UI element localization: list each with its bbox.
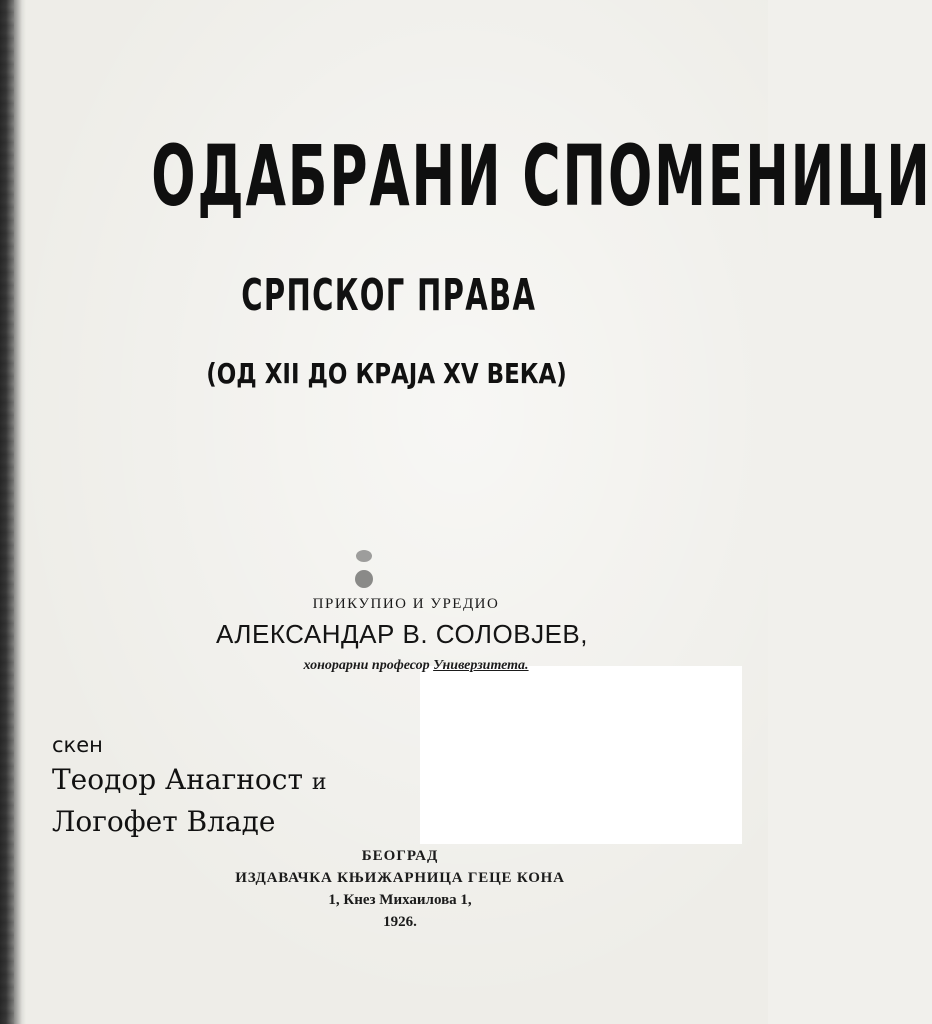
editor-name: АЛЕКСАНДАР В. СОЛОВЈЕВ,: [216, 619, 588, 649]
ornament-dot-top: [356, 550, 372, 562]
imprint-address: 1, Кнез Михаилова 1,: [328, 892, 472, 908]
imprint-publisher: ИЗДАВАЧКА КЊИЖАРНИЦА ГЕЦЕ КОНА: [235, 870, 565, 886]
imprint-city: БЕОГРАД: [361, 848, 439, 864]
blank-patch: [420, 666, 742, 844]
imprint-year: 1926.: [383, 914, 417, 930]
editor-title-university: Универзитета.: [433, 658, 529, 673]
scan-credit-name-2: Логофет Владе: [52, 805, 276, 838]
editor-title-prefix: хонорарни професор: [303, 658, 434, 673]
scan-credit-line-1: [52, 762, 327, 801]
book-subtitle: СРПСКОГ ПРАВА: [241, 270, 537, 321]
ornament-dot-bottom: [355, 570, 373, 588]
scan-credit-name-1: Теодор Анагност: [52, 763, 303, 796]
scan-credit-conjunction: и: [311, 770, 327, 795]
scan-edge-texture: [0, 0, 14, 1024]
editor-title: [32, 657, 800, 675]
scan-credit-label: скен: [52, 733, 103, 757]
compiled-by-label: ПРИКУПИО И УРЕДИО: [312, 596, 500, 612]
book-period: (ОД XII ДО КРАЈА XV ВЕКА): [206, 357, 567, 390]
book-title: ОДАБРАНИ СПОМЕНИЦИ: [151, 127, 932, 225]
ornament-icon: [354, 546, 376, 592]
